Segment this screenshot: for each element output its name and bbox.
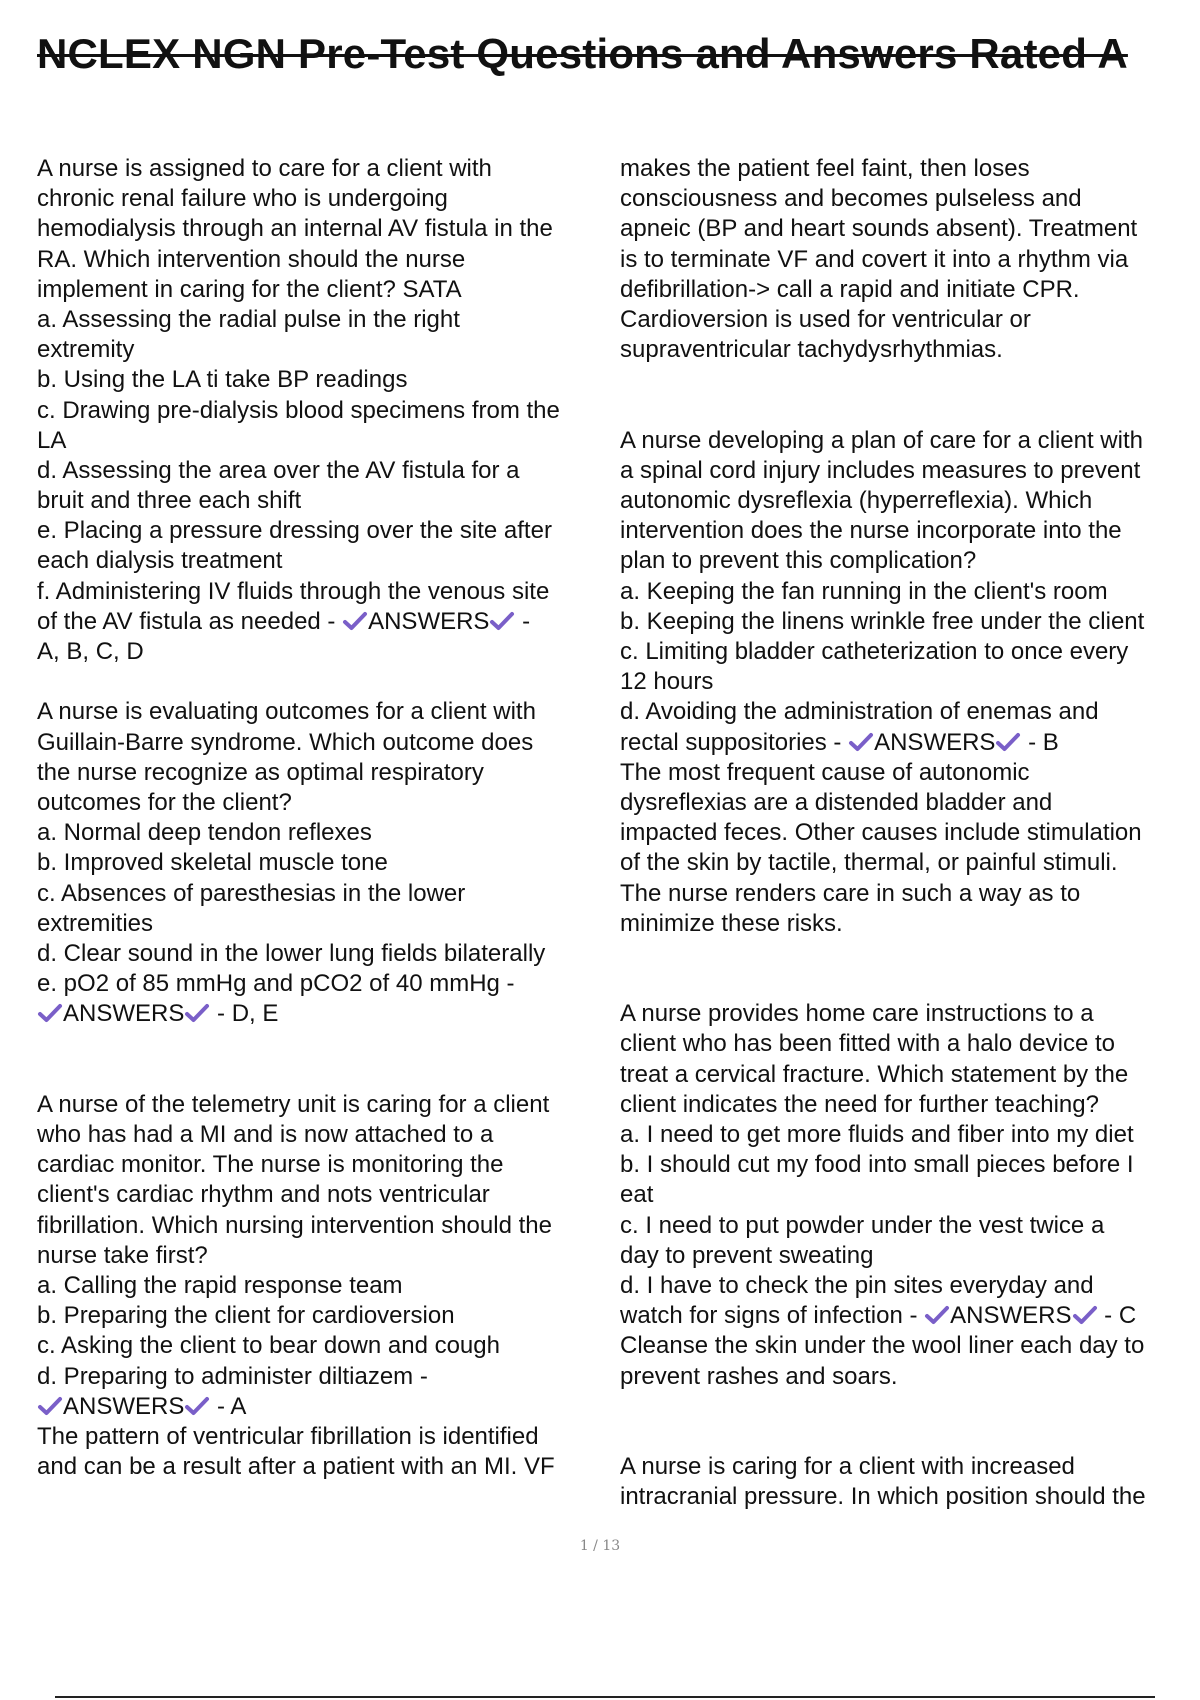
text-line: d. I have to check the pin sites everyday and [620, 1271, 1094, 1299]
text-line: a. Keeping the fan running in the client's room [620, 577, 1108, 605]
text-line: b. I should cut my food into small pieces before I [620, 1151, 1134, 1179]
text-line: d. Clear sound in the lower lung fields bilaterally [37, 939, 546, 967]
text-line: A nurse of the telemetry unit is caring for a client [37, 1090, 550, 1118]
text-line: b. Using the LA ti take BP readings [37, 366, 408, 394]
text-line: a. Calling the rapid response team [37, 1271, 403, 1299]
text-line: bruit and three each shift [37, 487, 302, 515]
text-line: consciousness and becomes pulseless and [620, 185, 1082, 213]
text-line: outcomes for the client? [37, 788, 292, 816]
answer-line: ANSWERS - A [37, 1392, 612, 1422]
text-line: A nurse is evaluating outcomes for a client with [37, 698, 536, 726]
text-line: c. Asking the client to bear down and cough [37, 1332, 500, 1360]
answers-label: ANSWERS [368, 607, 490, 635]
text-line: RA. Which intervention should the nurse [37, 245, 466, 273]
text-line: autonomic dysreflexia (hyperreflexia). Which [620, 487, 1093, 515]
text-line: a. Normal deep tendon reflexes [37, 819, 372, 847]
spacer [620, 396, 1190, 426]
text-line: A nurse is caring for a client with increased [620, 1453, 1075, 1481]
text-line: dysreflexias are a distended bladder and [620, 788, 1053, 816]
text-line: c. I need to put powder under the vest twice a [620, 1211, 1105, 1239]
checkmark-icon [37, 1003, 63, 1023]
text-line: fibrillation. Which nursing intervention should the [37, 1211, 552, 1239]
text-line: b. Improved skeletal muscle tone [37, 849, 388, 877]
text-line: The most frequent cause of autonomic [620, 758, 1030, 786]
left-column [37, 154, 612, 1482]
text-line: intracranial pressure. In which position should the [620, 1483, 1146, 1511]
text-line: d. Avoiding the administration of enemas and [620, 698, 1099, 726]
spacer [620, 939, 1190, 969]
right-column [620, 154, 1190, 1512]
text-line: The pattern of ventricular fibrillation is identified [37, 1422, 539, 1450]
answers-label: ANSWERS [950, 1302, 1072, 1330]
text-line: client's cardiac rhythm and nots ventricular [37, 1181, 490, 1209]
text-line: defibrillation-> call a rapid and initiate CPR. [620, 275, 1080, 303]
text-line: c. Drawing pre-dialysis blood specimens from the [37, 396, 560, 424]
text-line: of the skin by tactile, thermal, or painful stimuli. [620, 849, 1118, 877]
text-line: d. Preparing to administer diltiazem - [37, 1362, 428, 1390]
checkmark-icon [995, 732, 1021, 752]
text-line: Cardioversion is used for ventricular or [620, 305, 1031, 333]
answer-line: rectal suppositories - ANSWERS - B [620, 728, 1059, 756]
text-line: a. Assessing the radial pulse in the right [37, 305, 460, 333]
text-line: 12 hours [620, 668, 714, 696]
answer-line: of the AV fistula as needed - ANSWERS - [37, 607, 531, 635]
text-line: prevent rashes and soars. [620, 1362, 898, 1390]
checkmark-icon [489, 611, 515, 631]
text-line: LA [37, 426, 67, 454]
text-line: d. Assessing the area over the AV fistula for a [37, 456, 520, 484]
page-number: 1 / 13 [579, 1538, 621, 1554]
text-line: e. Placing a pressure dressing over the site after [37, 517, 552, 545]
text-line: f. Administering IV fluids through the venous site [37, 577, 550, 605]
text-line: intervention does the nurse incorporate into the [620, 517, 1122, 545]
text-line: who has had a MI and is now attached to a [37, 1121, 494, 1148]
text-line: b. Keeping the linens wrinkle free under the client [620, 607, 1145, 635]
text-line: client who has been fitted with a halo device to [620, 1030, 1115, 1058]
footer-divider [55, 1696, 1155, 1698]
text-line: day to prevent sweating [620, 1241, 874, 1269]
text-line: Cleanse the skin under the wool liner each day to [620, 1332, 1145, 1360]
text-line: A nurse provides home care instructions to a [620, 1000, 1094, 1028]
checkmark-icon [342, 611, 368, 631]
checkmark-icon [1072, 1305, 1098, 1325]
text-line: eat [620, 1181, 654, 1209]
document-title: NCLEX NGN Pre-Test Questions and Answers Rated A [37, 30, 1128, 77]
answers-label: ANSWERS [874, 728, 996, 756]
text-line: e. pO2 of 85 mmHg and pCO2 of 40 mmHg - [37, 970, 515, 998]
spacer [620, 969, 1190, 999]
spacer [37, 1029, 612, 1059]
text-line: extremity [37, 336, 135, 364]
text-line: extremities [37, 909, 154, 937]
text-line: implement in caring for the client? SATA [37, 275, 462, 303]
answer-value: A, B, C, D [37, 638, 144, 665]
text-line: c. Absences of paresthesias in the lower [37, 879, 466, 907]
spacer [37, 1060, 612, 1090]
text-line: a. I need to get more fluids and fiber into my diet [620, 1121, 1134, 1148]
text-line: a spinal cord injury includes measures to prevent [620, 456, 1141, 484]
spacer [620, 1422, 1190, 1452]
text-line: hemodialysis through an internal AV fistula in the [37, 215, 553, 243]
text-line: minimize these risks. [620, 909, 843, 937]
text-line: cardiac monitor. The nurse is monitoring the [37, 1151, 504, 1179]
checkmark-icon [37, 1396, 63, 1416]
answer-line: watch for signs of infection - ANSWERS - C [620, 1302, 1137, 1330]
checkmark-icon [848, 732, 874, 752]
answer-line: ANSWERS - D, E [37, 999, 612, 1029]
text-line: The nurse renders care in such a way as to [620, 879, 1081, 907]
text-line: A nurse developing a plan of care for a client with [620, 426, 1143, 454]
text-line: chronic renal failure who is undergoing [37, 185, 448, 213]
checkmark-icon [924, 1305, 950, 1325]
text-line: and can be a result after a patient with an MI. VF [37, 1453, 555, 1481]
text-line: apneic (BP and heart sounds absent). Treatment [620, 215, 1138, 243]
spacer [620, 1392, 1190, 1422]
checkmark-icon [184, 1396, 210, 1416]
answers-label: ANSWERS [63, 1000, 185, 1028]
spacer [620, 365, 1190, 395]
text-line: c. Limiting bladder catheterization to once every [620, 638, 1129, 665]
spacer [37, 667, 612, 697]
text-line: makes the patient feel faint, then loses [620, 155, 1030, 182]
text-line: A nurse is assigned to care for a client with [37, 155, 492, 182]
text-line: nurse take first? [37, 1241, 208, 1269]
text-line: plan to prevent this complication? [620, 547, 977, 575]
answers-label: ANSWERS [63, 1392, 185, 1420]
text-line: impacted feces. Other causes include stimulation [620, 819, 1142, 847]
text-line: treat a cervical fracture. Which statement by the [620, 1060, 1129, 1088]
text-line: Guillain-Barre syndrome. Which outcome does [37, 728, 534, 756]
checkmark-icon [184, 1003, 210, 1023]
text-line: supraventricular tachydysrhythmias. [620, 336, 1003, 364]
text-line: the nurse recognize as optimal respiratory [37, 758, 484, 786]
text-line: client indicates the need for further teaching? [620, 1090, 1099, 1118]
text-line: is to terminate VF and covert it into a rhythm via [620, 245, 1129, 273]
text-line: b. Preparing the client for cardioversion [37, 1302, 455, 1330]
text-line: each dialysis treatment [37, 547, 283, 575]
